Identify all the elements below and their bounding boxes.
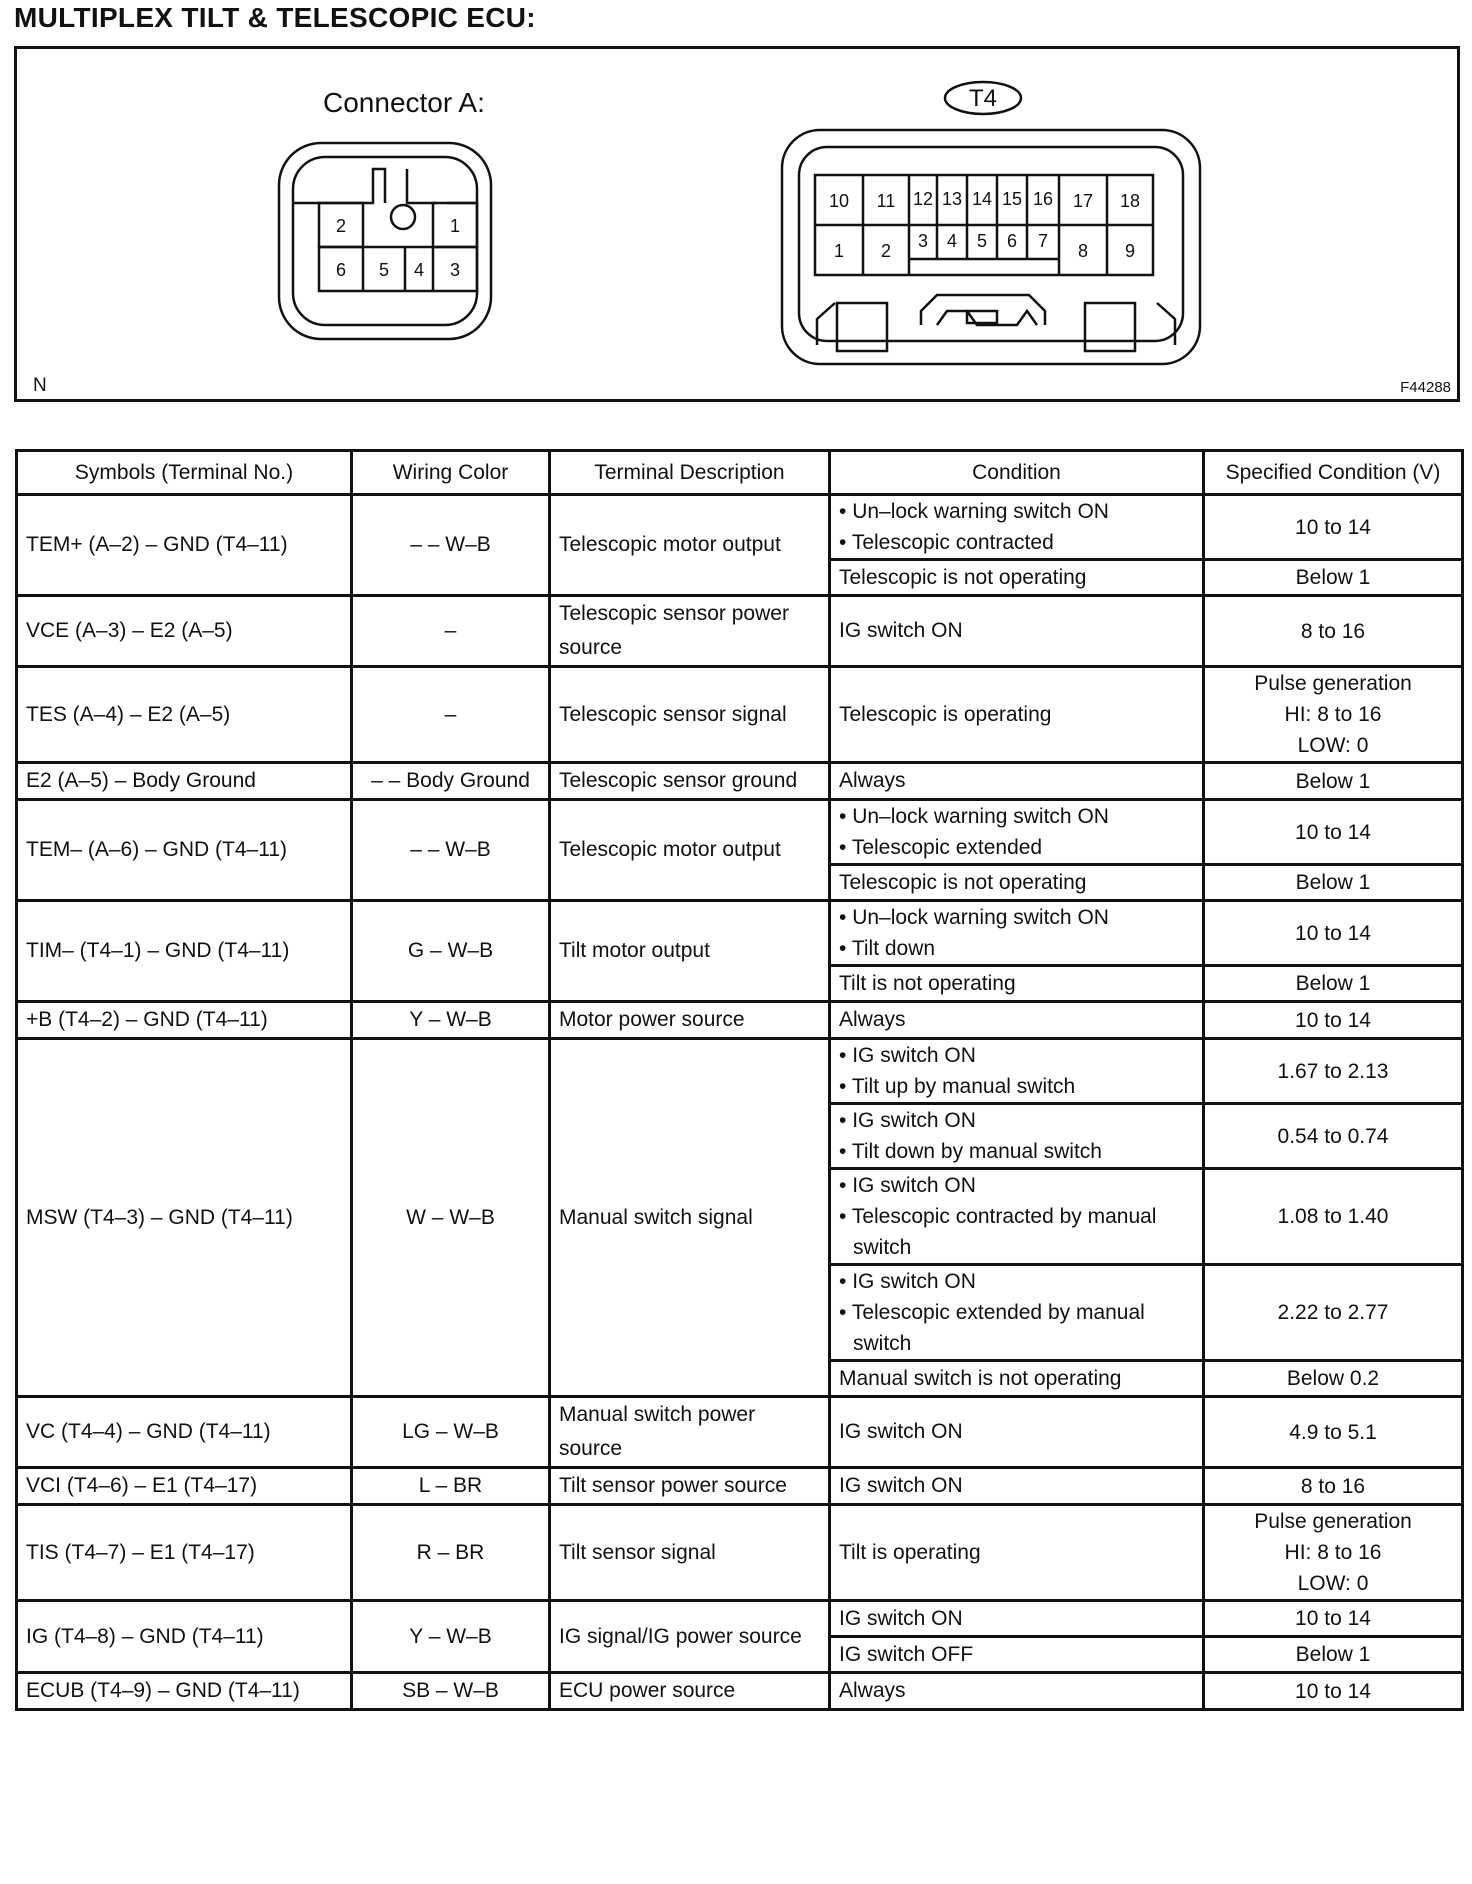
- bullet-icon: •: [839, 1044, 853, 1067]
- cell-symbol: TEM+ (A–2) – GND (T4–11): [17, 495, 352, 596]
- page-title: MULTIPLEX TILT & TELESCOPIC ECU:: [14, 2, 536, 33]
- cell-description: [550, 667, 830, 763]
- connector-t4-housing: [782, 82, 1200, 364]
- connector-a-pin: 4: [413, 260, 425, 280]
- cell-description: [550, 1397, 830, 1468]
- header-condition: Condition: [830, 451, 1204, 495]
- cell-wiring-color: L – BR: [352, 1468, 550, 1505]
- cell-specified: [1204, 1397, 1463, 1468]
- condition-bullet: [839, 933, 1194, 964]
- cell-wiring-color: –: [352, 596, 550, 667]
- condition-bullet: [839, 1297, 1194, 1328]
- table-row: [17, 1002, 1463, 1039]
- bullet-text: IG switch ON: [852, 1174, 976, 1197]
- table-row: [17, 901, 1463, 966]
- cell-description: [550, 1505, 830, 1601]
- spec-line: Below 0.2: [1286, 1367, 1380, 1390]
- t4-pin: 3: [917, 231, 929, 251]
- cell-description: [550, 1002, 830, 1039]
- table-row: [17, 800, 1463, 865]
- condition-bullet: [839, 1071, 1194, 1102]
- bullet-text: Un–lock warning switch ON: [852, 500, 1109, 523]
- cell-wiring-color: –: [352, 667, 550, 763]
- cell-symbol: VC (T4–4) – GND (T4–11): [17, 1397, 352, 1468]
- cell-wiring-color: – – W–B: [352, 800, 550, 901]
- t4-pin: 12: [912, 189, 934, 209]
- cell-symbol: TES (A–4) – E2 (A–5): [17, 667, 352, 763]
- t4-pin: 4: [946, 231, 958, 251]
- cell-specified: [1204, 1002, 1463, 1039]
- connector-a-pin: 5: [378, 260, 390, 280]
- connector-diagram: [14, 46, 1460, 402]
- description-text: Telescopic motor output: [559, 838, 781, 861]
- connector-a-pin: 1: [449, 216, 461, 236]
- cell-condition: Always: [830, 1002, 1204, 1039]
- spec-line: 10 to 14: [1295, 1679, 1371, 1703]
- spec-line: 10 to 14: [1295, 1607, 1371, 1630]
- spec-line: Below 1: [1295, 1643, 1371, 1666]
- cell-symbol: +B (T4–2) – GND (T4–11): [17, 1002, 352, 1039]
- cell-specified: [1204, 1169, 1463, 1265]
- bullet-text: Tilt down by manual switch: [851, 1140, 1102, 1163]
- cell-specified: [1204, 1104, 1463, 1169]
- t4-pin: 6: [1006, 231, 1018, 251]
- bullet-text: Telescopic extended: [851, 836, 1043, 859]
- bullet-icon: •: [839, 805, 853, 828]
- table-row: [17, 667, 1463, 763]
- bullet-text: Tilt up by manual switch: [851, 1075, 1076, 1098]
- spec-line: LOW: 0: [1297, 734, 1369, 757]
- bullet-icon: •: [839, 1140, 852, 1163]
- table-row: [17, 1039, 1463, 1104]
- spec-line: Below 1: [1295, 972, 1371, 995]
- condition-bullet: [839, 902, 1194, 933]
- description-text: ECU power source: [559, 1679, 736, 1702]
- spec-line: Pulse generation: [1254, 672, 1412, 695]
- cell-description: [550, 1468, 830, 1505]
- t4-pin: 17: [1072, 191, 1094, 211]
- bullet-text: switch: [853, 1236, 912, 1259]
- description-text: Manual switch power source: [559, 1403, 756, 1460]
- spec-line: 10 to 14: [1295, 921, 1371, 945]
- cell-condition: Manual switch is not operating: [830, 1361, 1204, 1397]
- description-text: IG signal/IG power source: [559, 1624, 802, 1648]
- cell-description: [550, 596, 830, 667]
- t4-pin: 5: [976, 231, 988, 251]
- header-description: Terminal Description: [550, 451, 830, 495]
- bullet-text: Telescopic contracted by manual: [851, 1205, 1157, 1228]
- cell-condition: IG switch ON: [830, 1601, 1204, 1637]
- cell-condition: Always: [830, 1673, 1204, 1710]
- header-wiring-color: Wiring Color: [352, 451, 550, 495]
- cell-symbol: E2 (A–5) – Body Ground: [17, 763, 352, 800]
- cell-description: [550, 1673, 830, 1710]
- connector-a-pin: 6: [335, 260, 347, 280]
- t4-pin: 14: [971, 189, 993, 209]
- cell-description: [550, 1039, 830, 1397]
- cell-description: [550, 901, 830, 1002]
- cell-wiring-color: LG – W–B: [352, 1397, 550, 1468]
- cell-condition: [830, 1039, 1204, 1104]
- spec-line: LOW: 0: [1297, 1572, 1369, 1595]
- t4-pin: 15: [1001, 189, 1023, 209]
- condition-bullet: [839, 1201, 1194, 1232]
- t4-pin: 2: [880, 241, 892, 261]
- condition-bullet: [839, 1328, 1194, 1359]
- cell-description: [550, 800, 830, 901]
- t4-pin: 11: [876, 191, 896, 211]
- table-row: [17, 1505, 1463, 1601]
- cell-condition: IG switch ON: [830, 1468, 1204, 1505]
- cell-specified: [1204, 1265, 1463, 1361]
- table-header-row: [17, 451, 1463, 495]
- corner-label: N: [33, 375, 47, 396]
- spec-line: HI: 8 to 16: [1284, 703, 1382, 726]
- cell-symbol: IG (T4–8) – GND (T4–11): [17, 1601, 352, 1673]
- table-row: [17, 495, 1463, 560]
- condition-bullet: [839, 496, 1194, 527]
- figure-code: F44288: [1400, 379, 1451, 396]
- cell-condition: [830, 1265, 1204, 1361]
- bullet-icon: •: [839, 1205, 852, 1228]
- condition-bullet: [839, 1136, 1194, 1167]
- table-row: [17, 596, 1463, 667]
- bullet-text: IG switch ON: [852, 1109, 976, 1132]
- spec-line: Below 1: [1295, 769, 1371, 793]
- cell-description: [550, 495, 830, 596]
- cell-symbol: TIM– (T4–1) – GND (T4–11): [17, 901, 352, 1002]
- cell-condition: [830, 495, 1204, 560]
- condition-bullet: [839, 832, 1194, 863]
- cell-symbol: VCI (T4–6) – E1 (T4–17): [17, 1468, 352, 1505]
- description-text: Telescopic sensor ground: [559, 769, 798, 792]
- cell-specified: [1204, 966, 1463, 1002]
- cell-specified: [1204, 1505, 1463, 1601]
- connector-a-label: Connector A:: [323, 87, 485, 118]
- bullet-text: switch: [853, 1332, 912, 1355]
- table-row: [17, 1397, 1463, 1468]
- cell-wiring-color: – – Body Ground: [352, 763, 550, 800]
- connector-a-pin: 3: [449, 260, 461, 280]
- spec-line: 10 to 14: [1295, 515, 1371, 539]
- bullet-text: Telescopic extended by manual: [851, 1301, 1145, 1324]
- spec-line: 1.67 to 2.13: [1277, 1059, 1389, 1083]
- cell-symbol: TEM– (A–6) – GND (T4–11): [17, 800, 352, 901]
- t4-pin: 8: [1077, 241, 1089, 261]
- t4-pin: 10: [828, 191, 850, 211]
- bullet-icon: •: [839, 1174, 853, 1197]
- condition-bullet: [839, 801, 1194, 832]
- cell-wiring-color: G – W–B: [352, 901, 550, 1002]
- bullet-text: Tilt down: [851, 937, 936, 960]
- cell-condition: [830, 1169, 1204, 1265]
- bullet-text: Un–lock warning switch ON: [852, 906, 1109, 929]
- t4-pin: 18: [1119, 191, 1141, 211]
- spec-line: 1.08 to 1.40: [1277, 1205, 1389, 1228]
- cell-specified: [1204, 1039, 1463, 1104]
- cell-condition: [830, 901, 1204, 966]
- spec-line: Below 1: [1295, 871, 1371, 894]
- condition-bullet: [839, 527, 1194, 558]
- header-symbols: Symbols (Terminal No.): [17, 451, 352, 495]
- cell-condition: IG switch ON: [830, 596, 1204, 667]
- condition-bullet: [839, 1232, 1194, 1263]
- cell-condition: IG switch OFF: [830, 1637, 1204, 1673]
- cell-specified: [1204, 1673, 1463, 1710]
- connector-drawing: [17, 49, 1457, 399]
- cell-specified: [1204, 800, 1463, 865]
- cell-condition: Telescopic is not operating: [830, 560, 1204, 596]
- cell-condition: Always: [830, 763, 1204, 800]
- description-text: Tilt sensor signal: [559, 1540, 716, 1564]
- bullet-icon: •: [839, 937, 852, 960]
- bullet-icon: •: [839, 1270, 853, 1293]
- spec-line: 0.54 to 0.74: [1277, 1124, 1389, 1148]
- spec-line: 8 to 16: [1300, 619, 1366, 643]
- cell-condition: [830, 1104, 1204, 1169]
- spec-line: 2.22 to 2.77: [1277, 1301, 1389, 1324]
- bullet-icon: •: [839, 1301, 852, 1324]
- terminal-table: [15, 449, 1464, 1711]
- spec-line: 4.9 to 5.1: [1289, 1420, 1377, 1444]
- condition-bullet: [839, 1105, 1194, 1136]
- cell-symbol: VCE (A–3) – E2 (A–5): [17, 596, 352, 667]
- t4-pin: 7: [1037, 231, 1049, 251]
- table-row: [17, 763, 1463, 800]
- cell-specified: [1204, 596, 1463, 667]
- cell-condition: Telescopic is not operating: [830, 865, 1204, 901]
- bullet-icon: •: [839, 836, 852, 859]
- table-row: [17, 1468, 1463, 1505]
- table-body: [17, 495, 1463, 1710]
- cell-specified: [1204, 667, 1463, 763]
- cell-symbol: MSW (T4–3) – GND (T4–11): [17, 1039, 352, 1397]
- cell-specified: [1204, 763, 1463, 800]
- bullet-icon: •: [839, 1109, 853, 1132]
- cell-specified: [1204, 1637, 1463, 1673]
- spec-line: 10 to 14: [1295, 1008, 1371, 1032]
- cell-description: [550, 1601, 830, 1673]
- description-text: Telescopic sensor power source: [559, 602, 789, 659]
- connector-t4-label: T4: [968, 85, 998, 112]
- condition-bullet: [839, 1170, 1194, 1201]
- bullet-text: Un–lock warning switch ON: [852, 805, 1109, 828]
- cell-condition: Tilt is operating: [830, 1505, 1204, 1601]
- description-text: Telescopic motor output: [559, 533, 781, 556]
- bullet-text: IG switch ON: [852, 1270, 976, 1293]
- cell-condition: Telescopic is operating: [830, 667, 1204, 763]
- description-text: Telescopic sensor signal: [559, 702, 787, 726]
- cell-wiring-color: – – W–B: [352, 495, 550, 596]
- connector-a-housing: [279, 143, 491, 339]
- spec-line: 8 to 16: [1300, 1474, 1366, 1498]
- cell-wiring-color: SB – W–B: [352, 1673, 550, 1710]
- description-text: Tilt motor output: [559, 939, 710, 962]
- spec-line: Below 1: [1295, 566, 1371, 589]
- cell-symbol: ECUB (T4–9) – GND (T4–11): [17, 1673, 352, 1710]
- t4-pin: 13: [941, 189, 963, 209]
- header-specified: Specified Condition (V): [1204, 451, 1463, 495]
- t4-pin: 16: [1032, 189, 1054, 209]
- cell-specified: [1204, 560, 1463, 596]
- description-text: Manual switch signal: [559, 1205, 753, 1229]
- t4-pin: 9: [1124, 241, 1136, 261]
- connector-a-pin: 2: [335, 216, 347, 236]
- cell-condition: [830, 800, 1204, 865]
- cell-symbol: TIS (T4–7) – E1 (T4–17): [17, 1505, 352, 1601]
- cell-wiring-color: W – W–B: [352, 1039, 550, 1397]
- cell-specified: [1204, 1601, 1463, 1637]
- cell-specified: [1204, 865, 1463, 901]
- cell-condition: Tilt is not operating: [830, 966, 1204, 1002]
- spec-line: HI: 8 to 16: [1284, 1541, 1382, 1564]
- description-text: Tilt sensor power source: [559, 1474, 787, 1497]
- description-text: Motor power source: [559, 1008, 745, 1031]
- condition-bullet: [839, 1040, 1194, 1071]
- cell-description: [550, 763, 830, 800]
- cell-wiring-color: Y – W–B: [352, 1002, 550, 1039]
- bullet-icon: •: [839, 1075, 852, 1098]
- cell-specified: [1204, 1468, 1463, 1505]
- bullet-icon: •: [839, 906, 853, 929]
- table-row: [17, 1673, 1463, 1710]
- spec-line: 10 to 14: [1295, 820, 1371, 844]
- table-row: [17, 1601, 1463, 1637]
- t4-pin: 1: [833, 241, 845, 261]
- cell-specified: [1204, 1361, 1463, 1397]
- bullet-text: Telescopic contracted: [851, 531, 1054, 554]
- spec-line: Pulse generation: [1254, 1510, 1412, 1533]
- cell-specified: [1204, 901, 1463, 966]
- cell-condition: IG switch ON: [830, 1397, 1204, 1468]
- cell-wiring-color: R – BR: [352, 1505, 550, 1601]
- bullet-icon: •: [839, 531, 852, 554]
- cell-specified: [1204, 495, 1463, 560]
- cell-wiring-color: Y – W–B: [352, 1601, 550, 1673]
- condition-bullet: [839, 1266, 1194, 1297]
- bullet-text: IG switch ON: [852, 1044, 976, 1067]
- bullet-icon: •: [839, 500, 853, 523]
